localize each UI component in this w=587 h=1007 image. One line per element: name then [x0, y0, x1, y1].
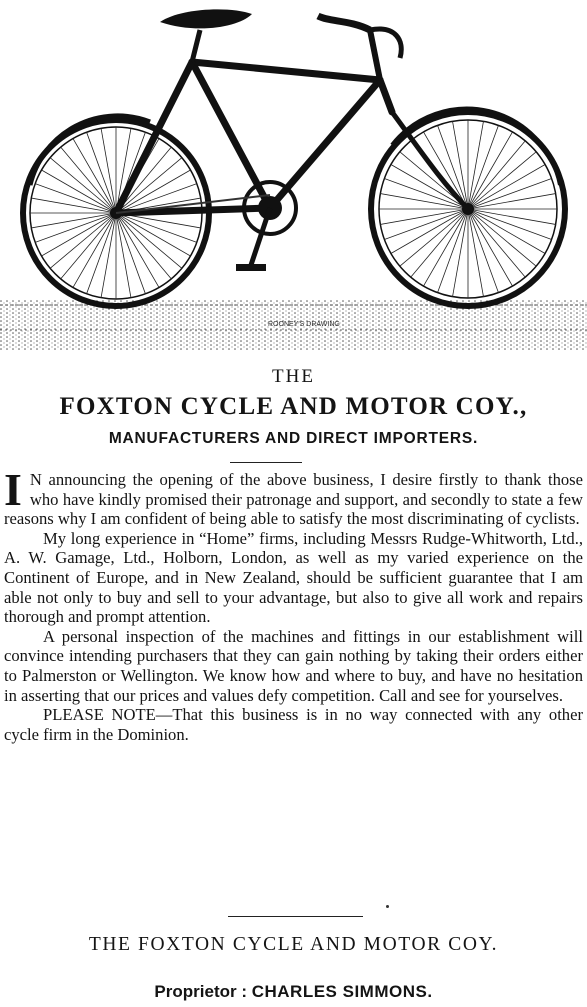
- paragraph-2: My long experience in “Home” firms, including Messrs Rudge-Whitworth, Ltd., A. W. Gamage, Ltd., Holborn, London, as well as my varied experience on the Continent of Europe, and in New Zealand, should be sufficient guarantee that I am able not only to buy and sell to your advantage, but also to give all work and repairs thorough and prompt attention.: [4, 528, 583, 627]
- kicker: THE: [272, 366, 315, 387]
- paragraph-3: A personal inspection of the machines and fittings in our establishment will convince intending purchasers that they can gain nothing by taking their orders either to Palmerston or Wellington. We know how and where to buy, and have no hesitation in asserting that our prices and values defy competition. Call and see for yourselves.: [4, 626, 583, 705]
- drop-cap: I: [4, 464, 22, 515]
- divider-long: [228, 916, 363, 917]
- bicycle-frame: [116, 62, 392, 213]
- subtitle: MANUFACTURERS AND DIRECT IMPORTERS.: [108, 430, 479, 447]
- proprietor-name: CHARLES SIMMONS.: [251, 982, 433, 1001]
- divider-short: [230, 462, 302, 463]
- footer-proprietor: [0, 982, 587, 1002]
- advert-body: [4, 464, 583, 744]
- proprietor-label: Proprietor :: [154, 982, 247, 1001]
- bicycle-illustration: [0, 0, 587, 360]
- page-title: FOXTON CYCLE AND MOTOR COY.,: [59, 393, 528, 420]
- illustration-stencil: ROONEY'S DRAWING: [268, 321, 340, 328]
- paragraph-1: I N announcing the opening of the above business, I desire firstly to thank those who have kindly promised their patronage and support, and secondly to state a few reasons why I am confident of being able to satisfy the most discriminating of cyclists.: [4, 464, 583, 529]
- ink-dot: [386, 905, 389, 908]
- paragraph-4: PLEASE NOTE—That this business is in no way connected with any other cycle firm in the Dominion.: [4, 705, 583, 744]
- footer-company: THE FOXTON CYCLE AND MOTOR COY.: [88, 934, 499, 955]
